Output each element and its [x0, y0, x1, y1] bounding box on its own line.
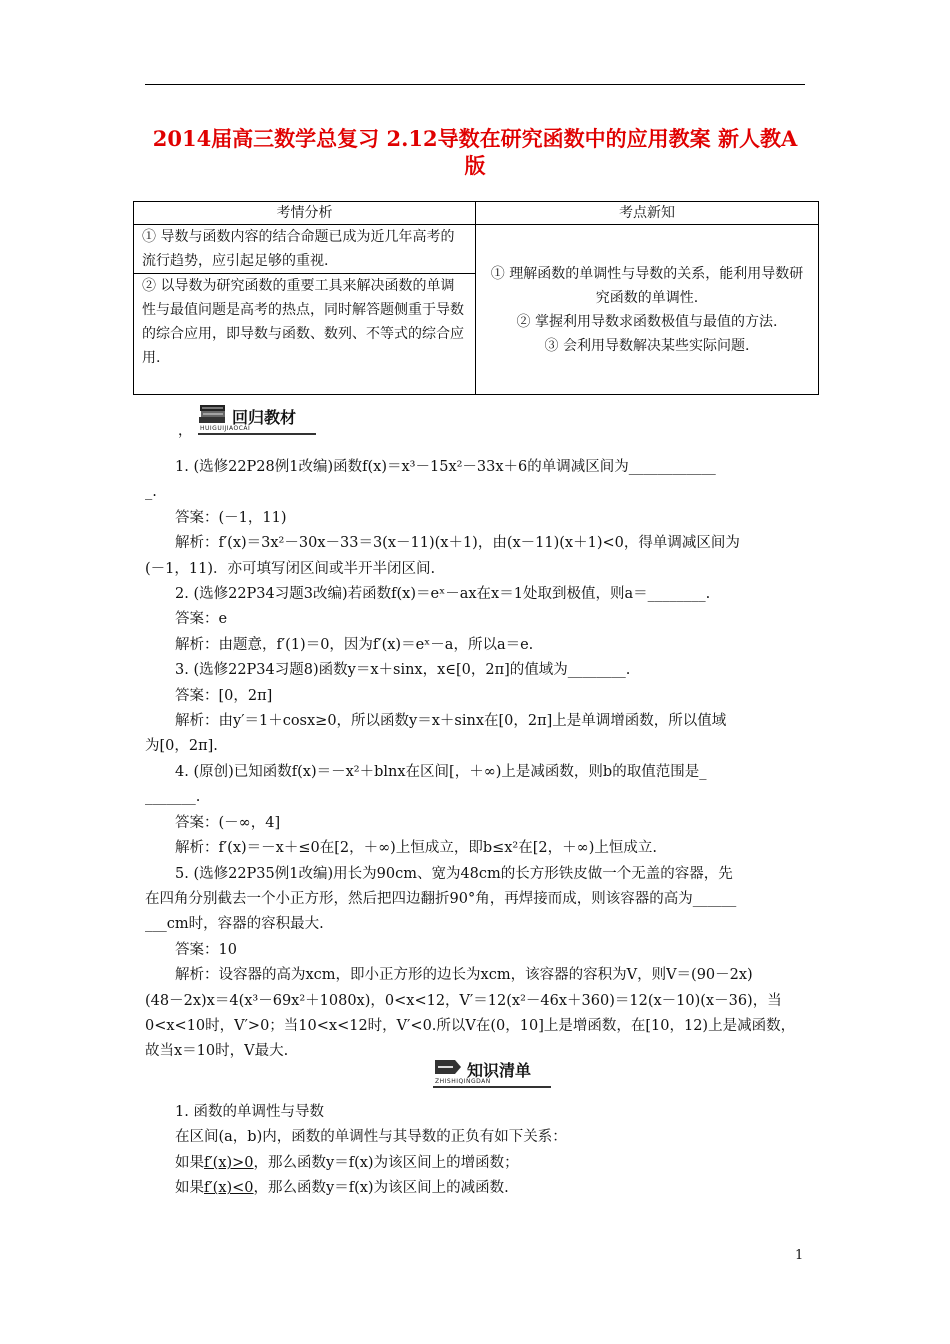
table-header-left: 考情分析: [134, 202, 476, 225]
table-cell-left-2: ② 以导数为研究函数的重要工具来解决函数的单调性与最值问题是高考的热点，同时解答题侧重于导数的综合应用，即导数与函数、数列、不等式的综合应用.: [134, 274, 476, 395]
text-line: (－1，11)．亦可填写闭区间或半开半闭区间.: [145, 560, 436, 577]
section-underline: [433, 1086, 551, 1088]
text-line: _.: [145, 484, 157, 501]
arrow-banner-icon: [433, 1056, 463, 1078]
stray-comma: ，: [178, 423, 192, 439]
text-line: 在区间(a，b)内，函数的单调性与其导数的正负有如下关系：: [175, 1129, 567, 1146]
text-line: 4. (原创)已知函数f(x)＝－x²＋blnx在区间[，＋∞)上是减函数，则b的取值范围是_: [175, 763, 707, 780]
section-badge-knowledge: [433, 1056, 553, 1085]
table-header-right: 考点新知: [476, 202, 819, 225]
knowledge-block: [145, 1100, 815, 1202]
right-item-3: ③ 会利用导数解决某些实际问题.: [544, 337, 750, 354]
right-item-2: ② 掌握利用导数求函数极值与最值的方法.: [516, 313, 778, 330]
section-pinyin-review: HUIGUIJIAOCAI: [200, 425, 251, 432]
table-cell-left-1: ① 导数与函数内容的结合命题已成为近几年高考的流行趋势，应引起足够的重视.: [134, 225, 476, 274]
text-line: 2. (选修22P34习题3改编)若函数f(x)＝eˣ－ax在x＝1处取到极值，则a＝________.: [175, 586, 711, 603]
text-line: 解析：设容器的高为xcm，即小正方形的边长为xcm，该容器的容积为V，则V＝(90－2x): [175, 967, 753, 984]
section-badge-review: [198, 403, 318, 432]
analysis-table: [133, 201, 819, 395]
page-title: 2014届高三数学总复习 2.12导数在研究函数中的应用教案 新人教A版: [152, 126, 798, 178]
books-icon: [198, 403, 228, 425]
text-line: 解析：由y′＝1＋cosx≥0，所以函数y＝x＋sinx在[0，2π]上是单调增函数，所以值域: [175, 713, 727, 730]
text-line: 解析：由题意，f′(1)＝0，因为f′(x)＝eˣ－a，所以a＝e.: [175, 636, 534, 653]
section-label-knowledge: 知识清单: [467, 1061, 532, 1080]
right-item-1: ① 理解函数的单调性与导数的关系，能利用导数研究函数的单调性.: [490, 265, 804, 306]
problems-block: [145, 455, 815, 1065]
knowledge-heading: 1. 函数的单调性与导数: [175, 1104, 324, 1120]
text-line: 答案：10: [175, 941, 237, 958]
header-rule: [145, 84, 805, 85]
text-line: 5. (选修22P35例1改编)用长为90cm、宽为48cm的长方形铁皮做一个无盖的容器，先: [175, 865, 733, 882]
text-line: 如果f′(x)<0，那么函数y＝f(x)为该区间上的减函数.: [175, 1180, 509, 1197]
section-pinyin-knowledge: ZHISHIQINGDAN: [435, 1078, 491, 1085]
text-line: 答案：(－1，11): [175, 509, 287, 526]
text-line: 答案：[0，2π]: [175, 687, 273, 704]
text-line: _______.: [145, 789, 201, 806]
text-line: 解析：f′(x)＝3x²－30x－33＝3(x－11)(x＋1)，由(x－11)(x＋1)<0，得单调减区间为: [175, 535, 740, 552]
text-line: 答案：e: [175, 611, 228, 628]
text-line: 答案：(－∞，4]: [175, 814, 281, 831]
page-number: 1: [795, 1248, 804, 1263]
text-line: 解析：f′(x)＝－x＋≤0在[2，＋∞)上恒成立，即b≤x²在[2，＋∞)上恒成立.: [175, 840, 657, 857]
text-line: 为[0，2π].: [145, 738, 218, 755]
text-line: ___cm时，容器的容积最大.: [145, 916, 324, 933]
table-cell-right: [476, 225, 819, 395]
text-line: 3. (选修22P34习题8)函数y＝x＋sinx，x∈[0，2π]的值域为________.: [175, 662, 631, 679]
text-line: 1. (选修22P28例1改编)函数f(x)＝x³－15x²－33x＋6的单调减区间为____________: [175, 459, 716, 475]
text-line: 0<x<10时，V′>0；当10<x<12时，V′<0.所以V在(0，10]上是增函数，在[10，12)上是减函数，: [145, 1017, 796, 1034]
text-line: 故当x＝10时，V最大.: [145, 1043, 289, 1060]
section-label-review: 回归教材: [232, 408, 297, 427]
text-line: 如果f′(x)>0，那么函数y＝f(x)为该区间上的增函数；: [175, 1154, 519, 1171]
text-line: 在四角分别截去一个小正方形，然后把四边翻折90°角，再焊接而成，则该容器的高为______: [145, 890, 737, 907]
text-line: (48－2x)x＝4(x³－69x²＋1080x)，0<x<12，V′＝12(x²－46x＋360)＝12(x－10)(x－36)，当: [145, 992, 782, 1009]
section-underline: [198, 433, 316, 435]
